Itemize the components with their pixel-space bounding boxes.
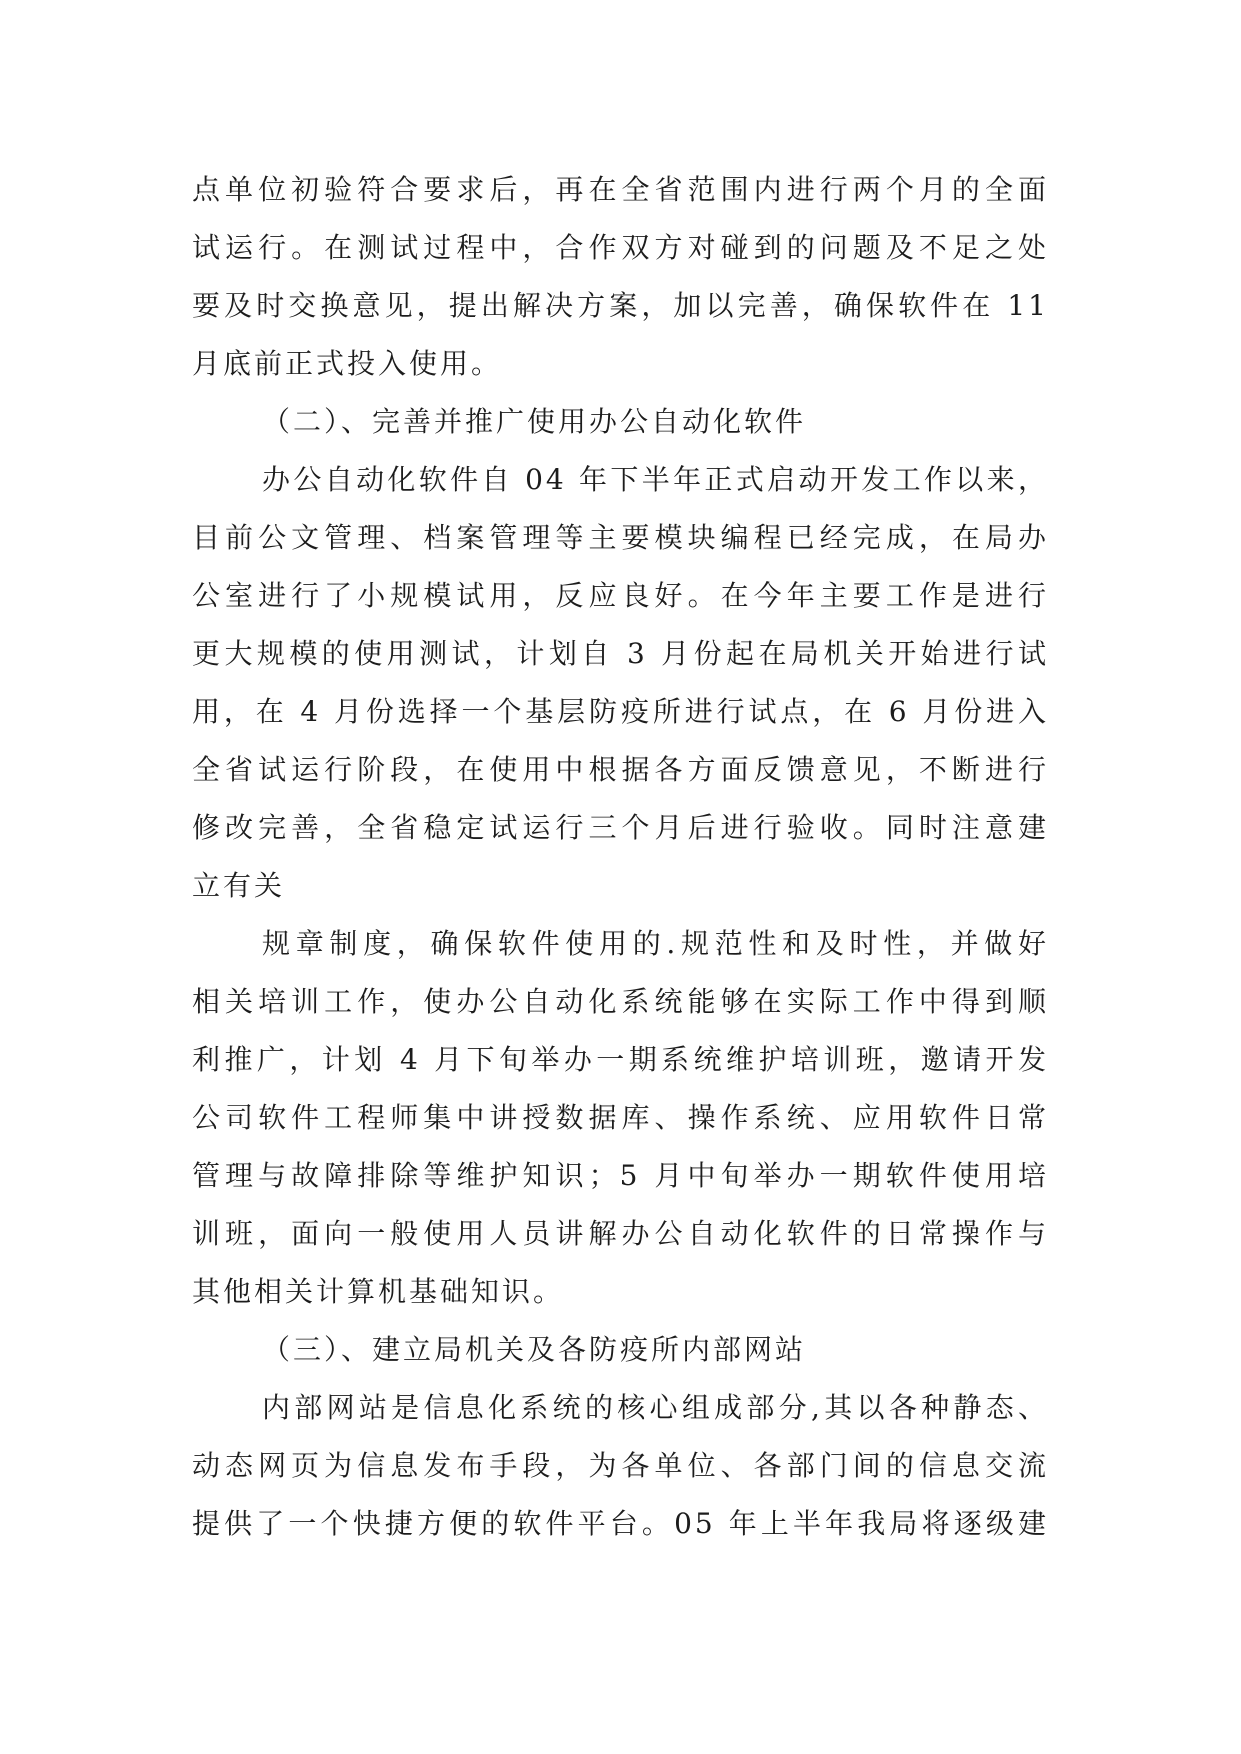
- paragraph: [192, 1379, 1049, 1553]
- section-heading: [192, 1321, 1049, 1379]
- paragraph-line: 提供了一个快捷方便的软件平台。05 年上半年我局将逐级建: [192, 1507, 1049, 1540]
- paragraph-line: 规章制度，确保软件使用的.规范性和及时性，并做好: [262, 927, 1049, 960]
- paragraph-line: 要及时交换意见，提出解决方案，加以完善，确保软件在 11: [192, 289, 1049, 322]
- paragraph-line: 公司软件工程师集中讲授数据库、操作系统、应用软件日常: [192, 1101, 1049, 1134]
- paragraph-line: 其他相关计算机基础知识。: [192, 1275, 565, 1308]
- paragraph: [192, 915, 1049, 1321]
- paragraph-line: 修改完善，全省稳定试运行三个月后进行验收。同时注意建: [192, 811, 1049, 844]
- paragraph-line: 内部网站是信息化系统的核心组成部分,其以各种静态、: [262, 1391, 1049, 1424]
- paragraph-line: 利推广，计划 4 月下旬举办一期系统维护培训班，邀请开发: [192, 1043, 1049, 1076]
- paragraph-line: 公室进行了小规模试用，反应良好。在今年主要工作是进行: [192, 579, 1049, 612]
- paragraph-line: 试运行。在测试过程中，合作双方对碰到的问题及不足之处: [192, 231, 1049, 264]
- paragraph-line: 月底前正式投入使用。: [192, 347, 503, 380]
- section-heading: [192, 393, 1049, 451]
- paragraph-line: 办公自动化软件自 04 年下半年正式启动开发工作以来，: [262, 463, 1049, 496]
- paragraph-line: 更大规模的使用测试，计划自 3 月份起在局机关开始进行试: [192, 637, 1049, 670]
- paragraph: [192, 161, 1049, 393]
- paragraph-line: 相关培训工作，使办公自动化系统能够在实际工作中得到顺: [192, 985, 1049, 1018]
- paragraph-line: 动态网页为信息发布手段，为各单位、各部门间的信息交流: [192, 1449, 1049, 1482]
- paragraph-line: 用，在 4 月份选择一个基层防疫所进行试点，在 6 月份进入: [192, 695, 1049, 728]
- paragraph: [192, 451, 1049, 915]
- section-heading-text: （三）、建立局机关及各防疫所内部网站: [262, 1333, 807, 1366]
- paragraph-line: 点单位初验符合要求后，再在全省范围内进行两个月的全面: [192, 173, 1049, 206]
- paragraph-line: 立有关: [192, 869, 286, 902]
- paragraph-line: 全省试运行阶段，在使用中根据各方面反馈意见，不断进行: [192, 753, 1049, 786]
- paragraph-line: 训班，面向一般使用人员讲解办公自动化软件的日常操作与: [192, 1217, 1049, 1250]
- section-heading-text: （二）、完善并推广使用办公自动化软件: [262, 405, 807, 438]
- paragraph-line: 管理与故障排除等维护知识；5 月中旬举办一期软件使用培: [192, 1159, 1049, 1192]
- paragraph-line: 目前公文管理、档案管理等主要模块编程已经完成，在局办: [192, 521, 1049, 554]
- document-body: [192, 161, 1049, 1553]
